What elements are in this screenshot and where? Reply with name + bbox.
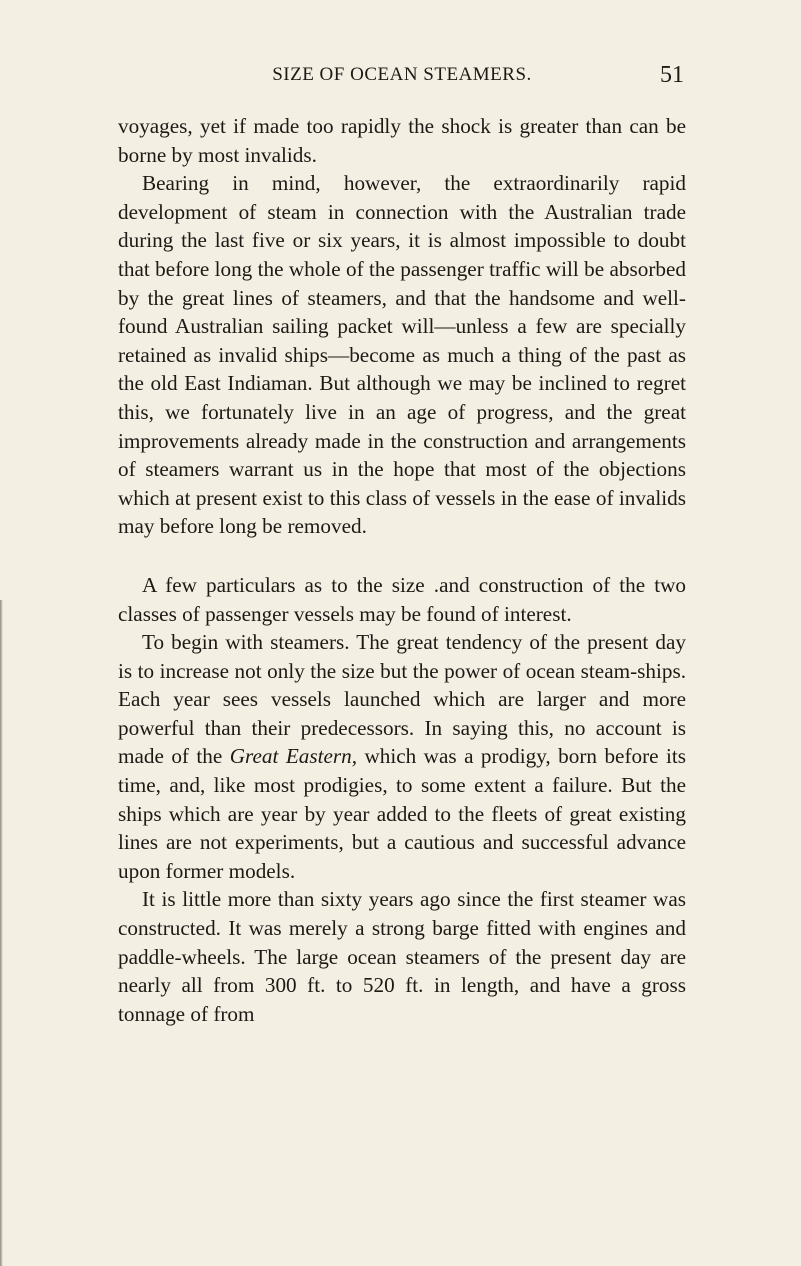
paragraph-steamers	[118, 628, 686, 885]
page-edge-shadow	[0, 600, 3, 1266]
paragraph-steamers-text-a: To begin with steamers. The great tendency of the present day is to increase not only the size but the power of ocean steam-ships. Each year sees vessels launched which are larger and more powerful than their predecessors. In saying this, no account is made of the	[118, 630, 686, 769]
paragraph-steamers-text-b: which was a prodigy, born before its time, and, like most prodigies, to some extent a failure. But the ships which are year by year added to the fleets of great existing lines are not experiments, but a cautious and successful advance upon former models.	[118, 744, 687, 883]
ship-name-great-eastern: Great Eastern,	[229, 744, 358, 769]
running-title: SIZE OF OCEAN STEAMERS.	[272, 64, 532, 85]
paragraph-few-particulars: A few particulars as to the size .and construction of the two classes of passenger vessels may be found of interest.	[118, 572, 686, 626]
paragraph-bearing-in-mind: Bearing in mind, however, the extraordinarily rapid development of steam in connection with the Australian trade during the last five or six years, it is almost impossible to doubt that before long the whole of the passenger traffic will be absorbed by the great lines of steamers, and that the handsome and well-found Australian sailing packet will—unless a few are specially retained as invalid ships—become as much a thing of the past as the old East Indiaman. But although we may be inclined to regret this, we fortunately live in an age of progress, and the great improvements already made in the construction and arrangements of steamers warrant us in the hope that most of the objections which at present exist to this class of vessels in the ease of invalids may before long be removed.	[118, 171, 686, 539]
page-number: 51	[660, 62, 684, 88]
page-header	[118, 62, 686, 92]
body-text	[118, 112, 686, 1028]
paragraph-continuation: voyages, yet if made too rapidly the shock is greater than can be borne by most invalids.	[118, 114, 686, 167]
paragraph-sixty-years: It is little more than sixty years ago since the first steamer was constructed. It was merely a strong barge fitted with engines and paddle-wheels. The large ocean steamers of the present day are nearly all from 300 ft. to 520 ft. in length, and have a gross tonnage of from	[118, 887, 686, 1026]
